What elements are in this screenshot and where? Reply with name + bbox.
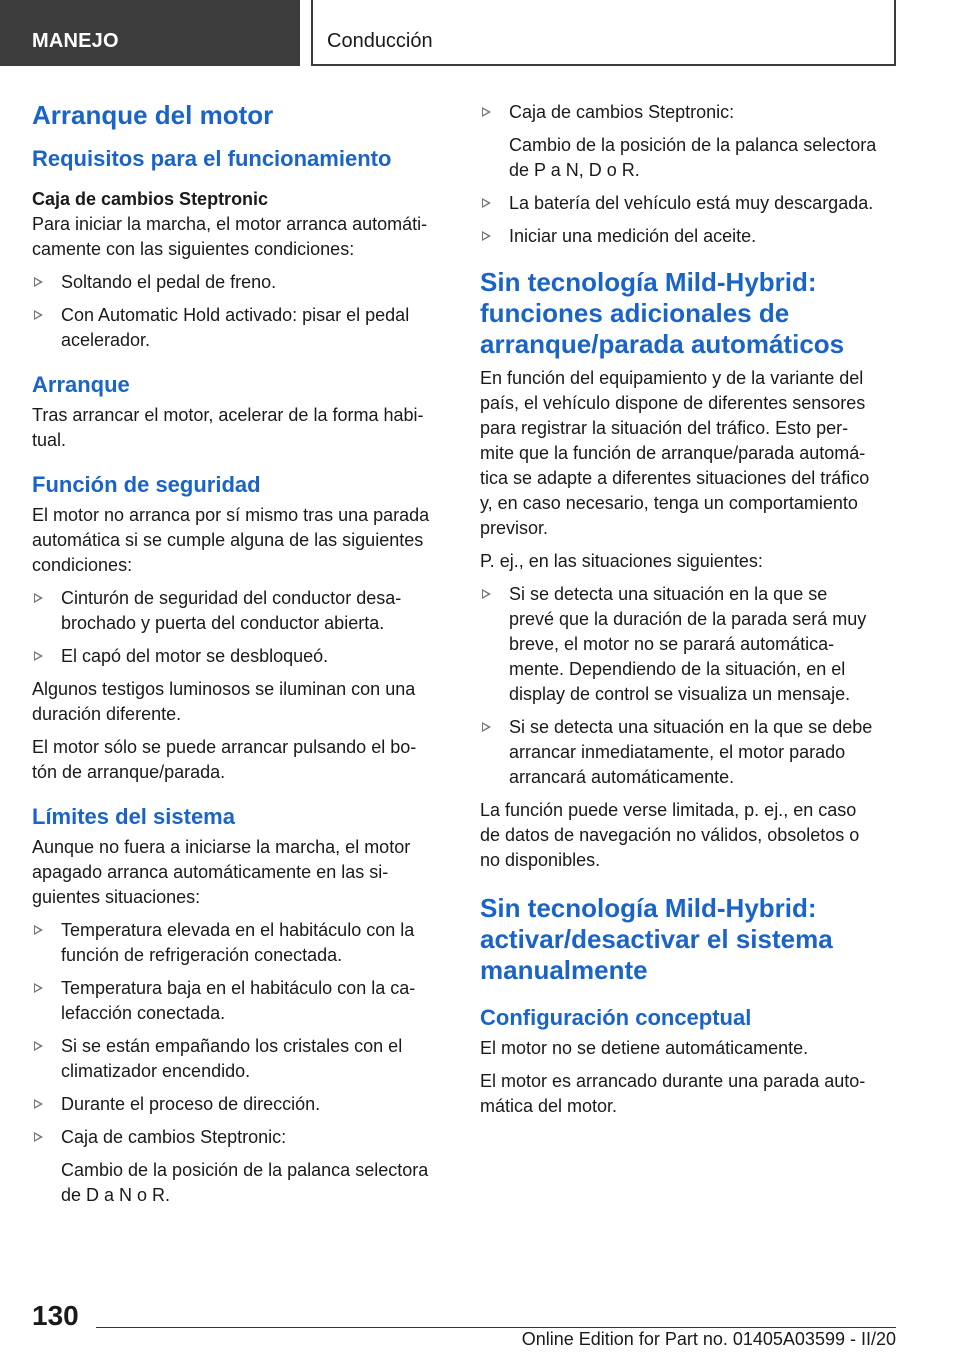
page-header [0, 0, 960, 66]
list-item: Iniciar una medición del aceite. [480, 224, 898, 249]
triangle-bullet-icon [34, 593, 43, 603]
limits-heading: Límites del sistema [32, 804, 235, 829]
mild-hybrid-text-3: La función puede verse limitada, p. ej., en caso de datos de navegación no válidos, obsoletos o no disponibles. [480, 800, 860, 870]
triangle-bullet-icon [34, 983, 43, 993]
requirements-text: Para iniciar la marcha, el motor arranca automáti- camente con las siguientes condiciones: [32, 214, 428, 259]
list-item: Si se están empañando los cristales con el climatizador encendido. [32, 1034, 448, 1084]
left-column [32, 100, 448, 1216]
edition-note: Online Edition for Part no. 01405A03599 - II/20 [521, 1329, 896, 1349]
requirements-heading: Requisitos para el funcionamiento [32, 146, 392, 171]
triangle-bullet-icon [482, 107, 491, 117]
safety-text-3: El motor sólo se puede arrancar pulsando el bo- tón de arranque/parada. [32, 737, 417, 782]
triangle-bullet-icon [34, 925, 43, 935]
safety-heading: Función de seguridad [32, 472, 261, 497]
mild-hybrid-manual-title: Sin tecnología Mild-Hybrid: activar/desactivar el sistema manualmente [480, 893, 833, 985]
section-title: Arranque del motor [32, 100, 274, 130]
triangle-bullet-icon [482, 198, 491, 208]
section-tab: MANEJO [0, 0, 300, 66]
list-item: Durante el proceso de dirección. [32, 1092, 448, 1117]
mild-hybrid-text: En función del equipamiento y de la variante del país, el vehículo dispone de diferentes sensores para registrar la situación del tráfico. Esto per- mite que la función de arranque/parada automá- tica se adapte a diferentes situaciones del tráfico y, en caso necesario, tenga un comportamiento previsor. [480, 368, 870, 538]
list-item: La batería del vehículo está muy descargada. [480, 191, 898, 216]
limits-text: Aunque no fuera a iniciarse la marcha, el motor apagado arranca automáticamente en las si- guientes situaciones: [32, 837, 411, 907]
configuration-heading: Configuración conceptual [480, 1005, 752, 1030]
list-item: Temperatura baja en el habitáculo con la ca- lefacción conectada. [32, 976, 448, 1026]
list-item: Si se detecta una situación en la que se prevé que la duración de la parada será muy breve, el motor no se parará automática- mente. Dependiendo de la situación, en el display de control se visualiza un mensaje. [480, 582, 898, 707]
triangle-bullet-icon [482, 722, 491, 732]
list-item: Con Automatic Hold activado: pisar el pedal acelerador. [32, 303, 448, 353]
continued-list [480, 100, 898, 249]
list-item: Caja de cambios Steptronic: Cambio de la posición de la palanca selectora de P a N, D o R. [480, 100, 898, 183]
list-item: Si se detecta una situación en la que se debe arrancar inmediatamente, el motor parado arrancará automáticamente. [480, 715, 898, 790]
configuration-text: El motor no se detiene automáticamente. [480, 1038, 809, 1058]
triangle-bullet-icon [34, 1099, 43, 1109]
safety-text-2: Algunos testigos luminosos se iluminan con una duración diferente. [32, 679, 416, 724]
limits-list [32, 918, 448, 1208]
triangle-bullet-icon [34, 277, 43, 287]
triangle-bullet-icon [482, 589, 491, 599]
safety-list [32, 586, 448, 669]
mild-hybrid-functions-title: Sin tecnología Mild-Hybrid: funciones adicionales de arranque/parada automáticos [480, 267, 845, 359]
footer-divider [96, 1327, 896, 1328]
list-item: Cinturón de seguridad del conductor desa- brochado y puerta del conductor abierta. [32, 586, 448, 636]
requirements-list [32, 270, 448, 353]
triangle-bullet-icon [34, 1041, 43, 1051]
steptronic-subheading: Caja de cambios Steptronic [32, 189, 269, 209]
list-item: Temperatura elevada en el habitáculo con la función de refrigeración conectada. [32, 918, 448, 968]
arranque-heading: Arranque [32, 372, 130, 397]
safety-text: El motor no arranca por sí mismo tras una parada automática si se cumple alguna de las siguientes condiciones: [32, 505, 430, 575]
page-number: 130 [32, 1300, 79, 1331]
list-item: Soltando el pedal de freno. [32, 270, 448, 295]
list-item-detail: Cambio de la posición de la palanca selectora de P a N, D o R. [509, 135, 877, 180]
list-item: Caja de cambios Steptronic: Cambio de la posición de la palanca selectora de D a N o R. [32, 1125, 448, 1208]
chapter-title: Conducción [311, 0, 896, 66]
list-item: El capó del motor se desbloqueó. [32, 644, 448, 669]
mild-hybrid-text-2: P. ej., en las situaciones siguientes: [480, 551, 763, 571]
mild-hybrid-list [480, 582, 898, 790]
triangle-bullet-icon [34, 310, 43, 320]
triangle-bullet-icon [34, 1132, 43, 1142]
arranque-text: Tras arrancar el motor, acelerar de la forma habi- tual. [32, 405, 424, 450]
triangle-bullet-icon [482, 231, 491, 241]
configuration-text-2: El motor es arrancado durante una parada auto- mática del motor. [480, 1071, 866, 1116]
right-column [480, 100, 898, 1127]
list-item-detail: Cambio de la posición de la palanca selectora de D a N o R. [61, 1160, 429, 1205]
triangle-bullet-icon [34, 651, 43, 661]
